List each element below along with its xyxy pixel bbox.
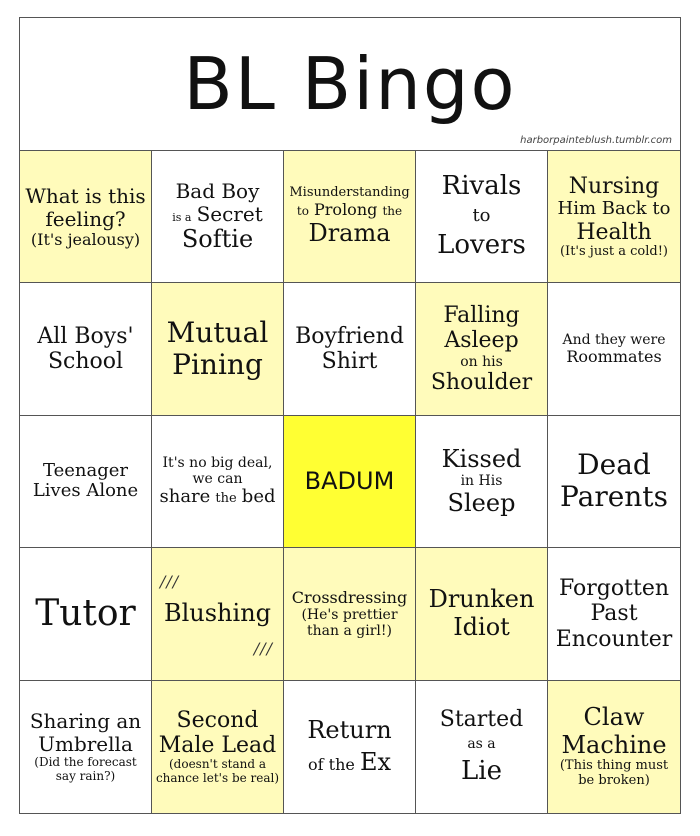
bingo-board (19, 17, 681, 814)
cell-text: Sharing an (29, 708, 142, 733)
bingo-cell-bad-boy[interactable] (152, 151, 284, 283)
cell-text: School (47, 349, 124, 375)
bingo-cell-all-boys-school[interactable] (20, 283, 152, 415)
bingo-cell-teenager[interactable] (20, 416, 152, 548)
cell-text: And they were (562, 331, 666, 348)
blush-mark: /// (160, 572, 180, 592)
bingo-cell-boyfriend-shirt[interactable] (284, 283, 416, 415)
cell-text: Sleep (447, 488, 516, 517)
cell-text: Tutor (35, 593, 136, 635)
cell-note: be broken) (578, 773, 650, 789)
cell-text: of the (308, 754, 355, 774)
cell-text: What is this (25, 183, 146, 208)
cell-text: feeling? (45, 206, 126, 231)
cell-text: to (472, 205, 491, 227)
cell-text: Idiot (453, 612, 510, 641)
bingo-grid (20, 151, 680, 813)
bingo-cell-tutor[interactable] (20, 548, 152, 680)
cell-note: (It's just a cold!) (559, 243, 668, 259)
cell-text: Drunken (428, 585, 535, 614)
cell-text: Misunderstanding (289, 185, 410, 201)
cell-note: (It's jealousy) (30, 229, 141, 249)
cell-text: Boyfriend (295, 323, 404, 349)
cell-text: Return (307, 716, 392, 745)
bingo-cell-blushing[interactable] (152, 548, 284, 680)
cell-text: Lovers (437, 230, 526, 261)
page-title: BL Bingo (183, 42, 517, 126)
cell-text: the (215, 491, 237, 507)
cell-note: say rain?) (55, 768, 116, 783)
cell-text: Parents (560, 480, 668, 514)
cell-note: than a girl!) (307, 623, 392, 640)
cell-text: Bad Boy (175, 178, 260, 203)
cell-text: Kissed (441, 444, 522, 473)
cell-text: as a (467, 736, 496, 753)
bingo-cell-roommates[interactable] (548, 283, 680, 415)
cell-note: (This thing must (559, 758, 669, 774)
cell-text: Roommates (566, 346, 662, 366)
blush-mark: /// (253, 638, 273, 658)
cell-text: share (159, 486, 211, 508)
cell-text: It's no big deal, (162, 455, 273, 472)
bingo-cell-return-ex[interactable] (284, 681, 416, 813)
cell-text: to (296, 204, 309, 219)
bingo-cell-misunderstanding[interactable] (284, 151, 416, 283)
cell-text: Nursing (568, 173, 660, 199)
cell-text: we can (192, 471, 243, 488)
bingo-cell-free-space[interactable] (284, 416, 416, 548)
bingo-cell-mutual-pining[interactable] (152, 283, 284, 415)
cell-text: Blushing (163, 599, 272, 628)
cell-text: in His (460, 473, 503, 490)
cell-text: Shirt (321, 349, 378, 375)
cell-text: Falling (443, 303, 520, 329)
cell-text: Dead (577, 448, 651, 482)
bingo-cell-kissed[interactable] (416, 416, 548, 548)
cell-text: Machine (561, 730, 667, 759)
cell-text: Claw (583, 703, 645, 732)
cell-text: Rivals (441, 171, 522, 202)
cell-text: Crossdressing (291, 587, 408, 607)
cell-text: Forgotten (558, 575, 670, 601)
cell-text: Mutual (166, 315, 269, 349)
cell-note: (He's prettier (301, 606, 398, 623)
bingo-cell-drunken-idiot[interactable] (416, 548, 548, 680)
free-space-label: BADUM (304, 466, 395, 495)
cell-text: All Boys' (37, 323, 134, 349)
cell-note: chance let's be real) (155, 771, 280, 786)
bingo-cell-claw-machine[interactable] (548, 681, 680, 813)
bingo-cell-crossdressing[interactable] (284, 548, 416, 680)
cell-text: Male Lead (158, 732, 277, 758)
cell-text: the (382, 204, 403, 219)
cell-text: is a (172, 210, 192, 224)
bingo-cell-forgotten-past[interactable] (548, 548, 680, 680)
cell-text: Softie (181, 224, 254, 253)
cell-text: Encounter (555, 626, 673, 652)
cell-text: Secret (196, 201, 263, 226)
cell-text: Second (176, 707, 259, 733)
header (20, 18, 680, 151)
cell-text: Shoulder (430, 369, 533, 395)
bingo-cell-jealousy[interactable] (20, 151, 152, 283)
credit-text: harborpainteblush.tumblr.com (520, 135, 672, 146)
cell-text: Prolong (314, 200, 378, 220)
cell-text: Drama (308, 218, 391, 247)
cell-text: Teenager (42, 459, 129, 481)
cell-text: on his (460, 353, 503, 370)
cell-text: Umbrella (38, 731, 133, 756)
bingo-cell-umbrella[interactable] (20, 681, 152, 813)
bingo-cell-started-as-lie[interactable] (416, 681, 548, 813)
cell-text: Ex (359, 747, 391, 776)
bingo-cell-dead-parents[interactable] (548, 416, 680, 548)
cell-text: Health (576, 219, 652, 245)
bingo-cell-second-male-lead[interactable] (152, 681, 284, 813)
cell-text: Lie (461, 755, 502, 786)
cell-text: bed (241, 486, 276, 508)
cell-text: Lives Alone (32, 480, 139, 502)
bingo-cell-falling-asleep[interactable] (416, 283, 548, 415)
bingo-cell-share-bed[interactable] (152, 416, 284, 548)
cell-text: Asleep (444, 328, 519, 354)
cell-text: Pining (172, 348, 263, 382)
bingo-cell-rivals[interactable] (416, 151, 548, 283)
cell-text: Him Back to (557, 197, 671, 219)
cell-note: (Did the forecast (34, 754, 137, 769)
bingo-cell-nursing[interactable] (548, 151, 680, 283)
cell-note: (doesn't stand a (168, 757, 267, 772)
cell-text: Started (439, 707, 524, 733)
cell-text: Past (590, 601, 638, 627)
